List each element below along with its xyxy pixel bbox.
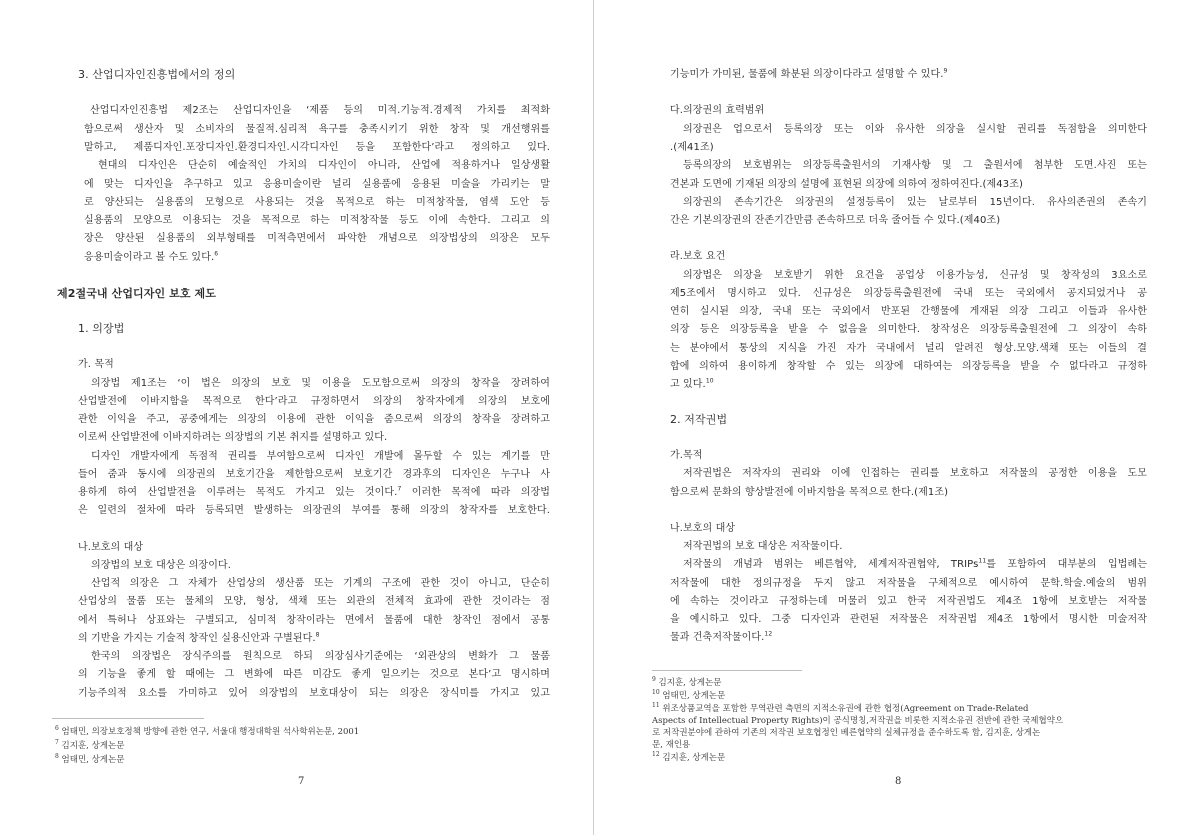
sub-heading: 1. 의장법 bbox=[78, 322, 125, 335]
body-line: 관한 이익을 주고, 공중에게는 의장의 이용에 관한 이익을 줌으로써 의장의 창작을 장려하고 bbox=[78, 414, 550, 425]
body-line: 말하고, 제품디자인.포장디자인.환경디자인.시각디자인 등을 포함한다’라고 정의하고 있다. bbox=[84, 142, 550, 153]
item-heading: 라.보호 요건 bbox=[670, 251, 726, 262]
page-number: 7 bbox=[298, 776, 305, 787]
item-heading: 가. 목적 bbox=[78, 359, 114, 370]
body-line: 의장권의 존속기간은 의장권의 설정등록이 있는 날로부터 15년이다. 유사의존권의 존속기 bbox=[683, 197, 1147, 208]
footnote-rule bbox=[652, 670, 802, 671]
body-line: 의 기반을 가지는 기술적 창작인 실용신안과 구별된다.$^8$ bbox=[78, 631, 320, 644]
page-number: 8 bbox=[895, 776, 902, 787]
body-line: .(제41조) bbox=[670, 142, 714, 153]
body-line: 이로써 산업발전에 이바지하려는 의장법의 기본 취지를 설명하고 있다. bbox=[78, 432, 388, 443]
body-line: 에서 특허나 상표와는 구별되고, 심미적 창작이라는 면에서 물품에 대한 창작인 점에서 공통 bbox=[78, 615, 550, 626]
right-page bbox=[594, 0, 1187, 835]
footnote-rule bbox=[52, 718, 204, 719]
footnote: 문, 재인용 bbox=[652, 740, 691, 750]
body-line: 견본과 도면에 기재된 의장의 설명에 표현된 의장에 의하여 정하여진다.(제43조) bbox=[670, 179, 1023, 190]
body-line: 의장법은 의장을 보호받기 위한 요건을 공업상 이용가능성, 신규성 및 창작성의 3요소로 bbox=[683, 270, 1147, 281]
body-line: 저작물의 개념과 범위는 베른협약, 세계저작권협약, TRIPs$^{11}$를 포함하여 대부분의 입법례는 bbox=[683, 557, 1147, 570]
footnote: $^6$ 엄태민, 의장보호정책 방향에 관한 연구, 서울대 행정대학원 석사학위논문, 2001 bbox=[55, 725, 360, 737]
footnote: $^8$ 엄태민, 상게논문 bbox=[55, 753, 125, 765]
body-line: 용하게 하여 산업발전을 이루려는 목적도 가지고 있는 것이다.$^7$ 이러한 목적에 따라 의장법 bbox=[78, 485, 550, 498]
body-line: 함으로써 문화의 향상발전에 이바지함을 목적으로 한다.(제1조) bbox=[670, 487, 949, 498]
body-line: 연히 실시된 의장, 국내 또는 국외에서 반포된 간행물에 게재된 의장 그리고 이들과 유사한 bbox=[670, 306, 1147, 317]
footnote-ref: 10 bbox=[705, 377, 714, 385]
footnote: $^9$ 김지훈, 상게논문 bbox=[652, 676, 722, 688]
body-line: 한국의 의장법은 장식주의를 원칙으로 하되 의장심사기준에는 ‘외관상의 변화가 그 물품 bbox=[91, 651, 550, 662]
body-line: 기능미가 가미된, 물품에 화분된 의장이다라고 설명할 수 있다.$^9$ bbox=[670, 67, 948, 80]
footnote-ref: 9 bbox=[943, 67, 948, 75]
item-heading: 나.보호의 대상 bbox=[78, 542, 144, 553]
body-line: 는 분야에서 통상의 지식을 가진 자가 국내에서 널리 알려진 형상.모양.색채 또는 이들의 결 bbox=[670, 343, 1147, 354]
body-line: 실용품의 모양으로 이용되는 것을 목적으로 하는 미적창작물 등도 이에 속한다. 그리고 의 bbox=[84, 215, 550, 226]
body-line: 에 속하는 것이라고 규정하는데 머물러 있고 한국 저작권법도 제4조 1항에 보호받는 저작물 bbox=[670, 596, 1147, 607]
body-line: 의장 등은 의장등록을 받을 수 없음을 의미한다. 창작성은 의장등록출원전에 그 의장이 속하 bbox=[670, 324, 1147, 335]
footnote-ref: 12 bbox=[764, 630, 773, 638]
body-line: 로 양산되는 실용품의 모형으로 사용되는 것을 목적으로 하는 미적창작물, 염색 도안 등 bbox=[84, 197, 550, 208]
footnote-ref: 6 bbox=[214, 250, 219, 258]
body-line: 들어 줌과 동시에 의장권의 보호기간을 제한함으로써 보호기간 경과후의 디자인은 누구나 사 bbox=[78, 469, 550, 480]
body-line: 은 일련의 절차에 따라 등록되면 발생하는 의장권의 부여를 통해 의장의 창작자를 보호한다. bbox=[78, 505, 550, 516]
body-line: 물과 건축저작물이다.$^{12}$ bbox=[670, 630, 773, 643]
body-line: 장은 양산된 실용품의 외부형태를 미적측면에서 파악한 개념으로 의장법상의 의장은 모두 bbox=[84, 233, 550, 244]
body-line: 간은 기본의장권의 잔존기간만큼 존속하므로 더욱 줄어들 수 있다.(제40조) bbox=[670, 215, 1001, 226]
item-heading: 다.의장권의 효력범위 bbox=[670, 105, 765, 116]
body-line: 의 기능을 좋게 할 때에는 그 변화에 따른 미감도 좋게 일으키는 것으로 본다’고 명시하며 bbox=[78, 669, 550, 680]
body-line: 현대의 디자인은 단순히 예술적인 가치의 디자인이 아니라, 산업에 적용하거나 일상생활 bbox=[98, 160, 550, 171]
footnote: $^{12}$ 김지훈, 상게논문 bbox=[652, 751, 726, 763]
body-line: 제5조에서 명시하고 있다. 신규성은 의장등록출원전에 국내 또는 국외에서 공지되었거나 공 bbox=[670, 288, 1147, 299]
chapter-heading: 제2절국내 산업디자인 보호 제도 bbox=[57, 287, 216, 300]
body-line: 합에 의하여 용이하게 창작할 수 있는 의장에 대하여는 의장등록을 받을 수 없다라고 규정하 bbox=[670, 361, 1147, 372]
body-line: 고 있다.$^{10}$ bbox=[670, 377, 714, 390]
section3-heading: 3. 산업디자인진흥법에서의 정의 bbox=[78, 68, 236, 81]
body-line: 저작권법은 저작자의 권리와 이에 인접하는 권리를 보호하고 저작물의 공정한 이용을 도모 bbox=[683, 468, 1147, 479]
body-line: 저작물에 대한 정의규정을 두지 않고 저작물을 구체적으로 예시하여 문학.학술.예술의 범위 bbox=[670, 578, 1147, 589]
body-line: 기능주의적 요소를 가미하고 있어 의장법의 보호대상이 되는 의장은 장식미를 가지고 있고 bbox=[78, 688, 550, 699]
body-line: 에 맞는 디자인을 추구하고 있고 응용미술이란 널리 실용품에 응용된 미술을 가리키는 말 bbox=[84, 179, 550, 190]
body-line: 을 예시하고 있다. 그중 디자인과 관련된 저작물은 저작권법 제4조 1항에서 명시한 미술저작 bbox=[670, 614, 1147, 625]
body-line: 의장권은 업으로서 등록의장 또는 이와 유사한 의장을 실시할 권리를 독점함을 의미한다 bbox=[683, 124, 1147, 135]
body-line: 산업디자인진흥법 제2조는 산업디자인을 ‘제품 등의 미적.기능적.경제적 가치를 최적화 bbox=[90, 105, 550, 116]
footnote-ref: 8 bbox=[315, 631, 320, 639]
footnote: 로 저작권분야에 관하여 기존의 저작권 보호협정인 베른협약의 실체규정을 준수하도록 함, 김지훈, 상게논 bbox=[652, 728, 1041, 738]
footnote: $^{11}$ 위조상품교역을 포함한 무역관련 측면의 지적소유권에 관한 협정(Agreement on Trade-Related bbox=[652, 702, 1029, 714]
item-heading: 가.목적 bbox=[670, 450, 703, 461]
body-line: 의장법의 보호 대상은 의장이다. bbox=[91, 560, 231, 571]
left-page bbox=[0, 0, 593, 835]
footnote: Aspects of Intellectual Property Rights)이 공식명칭,저작권을 비롯한 지적소유권 전반에 관한 국제협약으 bbox=[652, 716, 1064, 726]
body-line: 산업발전에 이바지함을 목적으로 한다’라고 규정하면서 의장의 창작자에게 의장의 보호에 bbox=[78, 396, 550, 407]
body-line: 등록의장의 보호범위는 의장등록출원서의 기재사항 및 그 출원서에 첨부한 도면.사진 또는 bbox=[683, 160, 1147, 171]
body-line: 함으로써 생산자 및 소비자의 물질적.심리적 욕구를 충족시키기 위한 창작 및 개선행위를 bbox=[84, 124, 550, 135]
item-heading: 나.보호의 대상 bbox=[670, 523, 736, 534]
footnote: $^7$ 김지훈, 상게논문 bbox=[55, 739, 125, 751]
body-line: 산업상의 물품 또는 물체의 모양, 형상, 색채 또는 외관의 전체적 효과에 관한 것이라는 점 bbox=[78, 596, 550, 607]
sub-heading: 2. 저작권법 bbox=[670, 413, 728, 426]
body-line: 저작권법의 보호 대상은 저작물이다. bbox=[683, 541, 843, 552]
body-line: 디자인 개발자에게 독점적 권리를 부여함으로써 디자인 개발에 몰두할 수 있는 계기를 만 bbox=[91, 451, 550, 462]
footnote: $^{10}$ 엄태민, 상게논문 bbox=[652, 689, 726, 701]
body-line: 의장법 제1조는 ‘이 법은 의장의 보호 및 이용을 도모함으로써 의장의 창작을 장려하여 bbox=[91, 378, 550, 389]
body-line: 산업적 의장은 그 자체가 산업상의 생산품 또는 기계의 구조에 관한 것이 아니고, 단순히 bbox=[91, 578, 550, 589]
footnote-ref: 11 bbox=[978, 557, 987, 565]
body-line: 응용미술이라고 볼 수도 있다.$^6$ bbox=[84, 250, 219, 263]
footnote-ref: 7 bbox=[397, 485, 402, 493]
